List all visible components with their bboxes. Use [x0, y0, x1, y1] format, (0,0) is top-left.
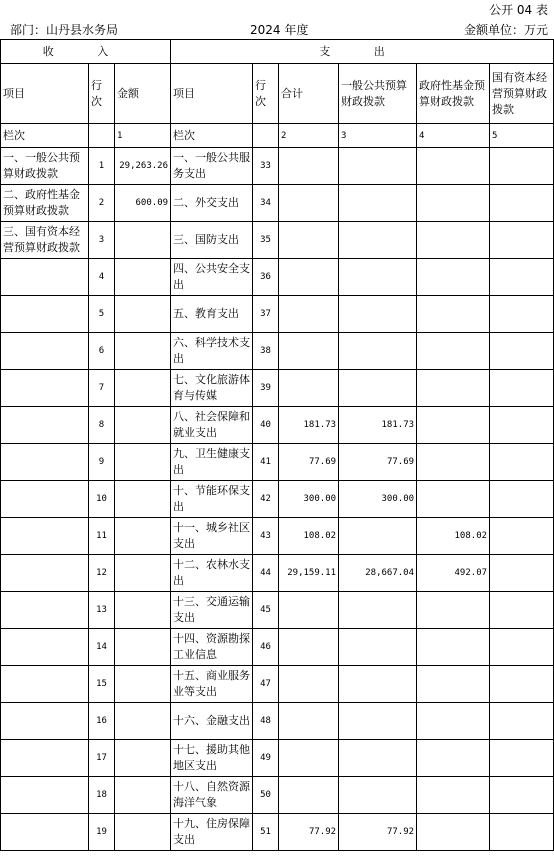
- general-budget-amount-cell: [339, 296, 417, 333]
- income-line-cell: 8: [89, 407, 115, 444]
- income-item-cell: [1, 555, 89, 592]
- income-amount-cell: [115, 777, 171, 814]
- income-item-cell: [1, 518, 89, 555]
- col-income-line: 行次: [89, 64, 115, 124]
- table-row: [1, 444, 554, 481]
- budget-table: [0, 39, 554, 851]
- general-budget-amount-cell: [339, 629, 417, 666]
- income-line-cell: 19: [89, 814, 115, 851]
- fund-budget-amount-cell: [417, 703, 490, 740]
- general-budget-amount-cell: [339, 370, 417, 407]
- table-row: [1, 555, 554, 592]
- expense-item-cell-text: 三、国防支出: [173, 233, 240, 246]
- expense-item-cell: [171, 333, 253, 370]
- income-amount-cell: [115, 444, 171, 481]
- col-index-blank: [89, 124, 115, 148]
- general-budget-amount-cell: 77.69: [339, 444, 417, 481]
- expense-item-cell: [171, 481, 253, 518]
- income-amount-cell: [115, 370, 171, 407]
- general-budget-amount-cell: [339, 148, 417, 185]
- income-item-cell: [1, 370, 89, 407]
- income-line-cell: 14: [89, 629, 115, 666]
- expense-item-cell-text: 十三、交通运输支出: [173, 595, 251, 624]
- total-amount-cell: [279, 333, 339, 370]
- expense-line-cell: 36: [253, 259, 279, 296]
- income-item-cell: [1, 481, 89, 518]
- table-row: [1, 148, 554, 185]
- income-amount-cell: [115, 407, 171, 444]
- amount-unit: 金额单位：万元: [463, 23, 548, 37]
- income-line-cell: 18: [89, 777, 115, 814]
- state-capital-amount-cell: [490, 444, 554, 481]
- income-line-cell: 3: [89, 222, 115, 259]
- form-code: 公开 04 表: [489, 3, 548, 17]
- fund-budget-amount-cell: [417, 666, 490, 703]
- table-row: [1, 296, 554, 333]
- income-line-cell: 5: [89, 296, 115, 333]
- expense-line-cell: 51: [253, 814, 279, 851]
- expense-line-cell: 43: [253, 518, 279, 555]
- general-budget-amount-cell: 28,667.04: [339, 555, 417, 592]
- expense-item-cell-text: 十一、城乡社区支出: [173, 521, 251, 550]
- table-row: [1, 333, 554, 370]
- state-capital-amount-cell: [490, 555, 554, 592]
- expense-line-cell: 50: [253, 777, 279, 814]
- state-capital-amount-cell: [490, 333, 554, 370]
- total-amount-cell: 77.92: [279, 814, 339, 851]
- expense-line-cell: 45: [253, 592, 279, 629]
- income-amount-cell: [115, 740, 171, 777]
- expense-item-cell: [171, 370, 253, 407]
- income-item-cell: [1, 259, 89, 296]
- income-line-cell: 6: [89, 333, 115, 370]
- fund-budget-amount-cell: [417, 296, 490, 333]
- total-amount-cell: 108.02: [279, 518, 339, 555]
- expense-item-cell: [171, 629, 253, 666]
- general-budget-amount-cell: [339, 666, 417, 703]
- table-row: [1, 629, 554, 666]
- income-line-cell: 12: [89, 555, 115, 592]
- income-item-cell: [1, 333, 89, 370]
- income-line-cell: 1: [89, 148, 115, 185]
- col-general-budget: 一般公共预算财政拨款: [339, 64, 417, 124]
- income-amount-cell: [115, 666, 171, 703]
- total-amount-cell: [279, 629, 339, 666]
- income-line-cell: 17: [89, 740, 115, 777]
- expense-item-cell: [171, 185, 253, 222]
- income-item-cell: [1, 444, 89, 481]
- expense-line-cell: 44: [253, 555, 279, 592]
- total-amount-cell: 181.73: [279, 407, 339, 444]
- state-capital-amount-cell: [490, 629, 554, 666]
- income-amount-cell: [115, 518, 171, 555]
- col-index-blank: [253, 124, 279, 148]
- income-amount-cell: 600.09: [115, 185, 171, 222]
- fiscal-year: 2024 年度: [250, 23, 309, 37]
- state-capital-amount-cell: [490, 740, 554, 777]
- expense-group-header: 支 出: [171, 40, 554, 64]
- state-capital-amount-cell: [490, 481, 554, 518]
- total-amount-cell: [279, 777, 339, 814]
- income-item-cell: [1, 185, 89, 222]
- fund-budget-amount-cell: [417, 333, 490, 370]
- total-amount-cell: 29,159.11: [279, 555, 339, 592]
- fund-budget-amount-cell: [417, 370, 490, 407]
- income-amount-cell: [115, 259, 171, 296]
- total-amount-cell: [279, 185, 339, 222]
- general-budget-amount-cell: [339, 259, 417, 296]
- general-budget-amount-cell: 300.00: [339, 481, 417, 518]
- total-amount-cell: [279, 592, 339, 629]
- table-row: [1, 666, 554, 703]
- expense-item-cell: [171, 555, 253, 592]
- table-row: [1, 703, 554, 740]
- state-capital-amount-cell: [490, 148, 554, 185]
- expense-item-cell: [171, 444, 253, 481]
- income-item-cell: [1, 407, 89, 444]
- fund-budget-amount-cell: [417, 222, 490, 259]
- table-row: [1, 370, 554, 407]
- state-capital-amount-cell: [490, 592, 554, 629]
- income-group-header: 收 入: [1, 40, 171, 64]
- general-budget-amount-cell: [339, 518, 417, 555]
- col-fund-budget: 政府性基金预算财政拨款: [417, 64, 490, 124]
- income-line-cell: 16: [89, 703, 115, 740]
- expense-item-cell-text: 十九、住房保障支出: [173, 817, 251, 846]
- col-expense-line: 行次: [253, 64, 279, 124]
- expense-item-cell: [171, 740, 253, 777]
- table-row: [1, 814, 554, 851]
- income-item-cell-text: 一、一般公共预算财政拨款: [3, 151, 80, 180]
- table-row: [1, 185, 554, 222]
- col-expense-item: 项目: [171, 64, 253, 124]
- expense-item-cell: [171, 148, 253, 185]
- col-index-general-budget: 3: [339, 124, 417, 148]
- expense-line-cell: 40: [253, 407, 279, 444]
- expense-line-cell: 49: [253, 740, 279, 777]
- expense-line-cell: 46: [253, 629, 279, 666]
- state-capital-amount-cell: [490, 222, 554, 259]
- col-index-income-amount: 1: [115, 124, 171, 148]
- fund-budget-amount-cell: 492.07: [417, 555, 490, 592]
- expense-item-cell: [171, 518, 253, 555]
- income-line-cell: 4: [89, 259, 115, 296]
- income-line-cell: 9: [89, 444, 115, 481]
- expense-item-cell-text: 十七、援助其他地区支出: [173, 743, 251, 772]
- expense-line-cell: 48: [253, 703, 279, 740]
- general-budget-amount-cell: [339, 185, 417, 222]
- fund-budget-amount-cell: [417, 629, 490, 666]
- col-index-fund-budget: 4: [417, 124, 490, 148]
- expense-item-cell-text: 十六、金融支出: [173, 714, 251, 727]
- income-amount-cell: [115, 814, 171, 851]
- table-row: [1, 592, 554, 629]
- income-amount-cell: [115, 629, 171, 666]
- col-state-capital-budget: 国有资本经营预算财政拨款: [490, 64, 554, 124]
- income-amount-cell: [115, 333, 171, 370]
- table-row: [1, 777, 554, 814]
- expense-line-cell: 38: [253, 333, 279, 370]
- expense-item-cell-text: 十八、自然资源海洋气象: [173, 780, 251, 809]
- total-amount-cell: [279, 222, 339, 259]
- col-income-amount: 金额: [115, 64, 171, 124]
- expense-item-cell-text: 十、节能环保支出: [173, 484, 251, 513]
- table-row: [1, 518, 554, 555]
- col-index-label: 栏次: [1, 124, 89, 148]
- income-amount-cell: [115, 481, 171, 518]
- fund-budget-amount-cell: [417, 777, 490, 814]
- income-amount-cell: [115, 703, 171, 740]
- income-item-cell: [1, 814, 89, 851]
- general-budget-amount-cell: 181.73: [339, 407, 417, 444]
- expense-item-cell: [171, 407, 253, 444]
- income-item-cell: [1, 777, 89, 814]
- total-amount-cell: [279, 703, 339, 740]
- expense-item-cell-text: 九、卫生健康支出: [173, 447, 251, 476]
- expense-line-cell: 39: [253, 370, 279, 407]
- col-index-total: 2: [279, 124, 339, 148]
- income-amount-cell: [115, 592, 171, 629]
- total-amount-cell: [279, 259, 339, 296]
- state-capital-amount-cell: [490, 814, 554, 851]
- expense-item-cell-text: 十四、资源勘探工业信息: [173, 632, 251, 661]
- income-amount-cell: [115, 555, 171, 592]
- table-row: [1, 407, 554, 444]
- total-amount-cell: [279, 740, 339, 777]
- fund-budget-amount-cell: [417, 185, 490, 222]
- column-index-row: [1, 124, 554, 148]
- total-amount-cell: [279, 296, 339, 333]
- state-capital-amount-cell: [490, 777, 554, 814]
- fund-budget-amount-cell: [417, 148, 490, 185]
- column-header-row: [1, 64, 554, 124]
- expense-item-cell: [171, 296, 253, 333]
- income-item-cell: [1, 666, 89, 703]
- fund-budget-amount-cell: [417, 259, 490, 296]
- income-item-cell: [1, 703, 89, 740]
- expense-item-cell-text: 八、社会保障和就业支出: [173, 410, 251, 439]
- col-total: 合计: [279, 64, 339, 124]
- expense-item-cell: [171, 814, 253, 851]
- income-item-cell: [1, 222, 89, 259]
- general-budget-amount-cell: [339, 740, 417, 777]
- general-budget-amount-cell: [339, 592, 417, 629]
- total-amount-cell: 77.69: [279, 444, 339, 481]
- income-line-cell: 11: [89, 518, 115, 555]
- expense-item-cell: [171, 703, 253, 740]
- total-amount-cell: [279, 148, 339, 185]
- state-capital-amount-cell: [490, 370, 554, 407]
- col-index-state-capital-budget: 5: [490, 124, 554, 148]
- col-index-expense-label: 栏次: [171, 124, 253, 148]
- fund-budget-amount-cell: [417, 481, 490, 518]
- general-budget-amount-cell: [339, 777, 417, 814]
- income-item-cell: [1, 740, 89, 777]
- state-capital-amount-cell: [490, 703, 554, 740]
- income-item-cell: [1, 592, 89, 629]
- state-capital-amount-cell: [490, 518, 554, 555]
- expense-item-cell-text: 十五、商业服务业等支出: [173, 669, 251, 698]
- fund-budget-amount-cell: [417, 814, 490, 851]
- general-budget-amount-cell: [339, 703, 417, 740]
- general-budget-amount-cell: 77.92: [339, 814, 417, 851]
- col-income-item: 项目: [1, 64, 89, 124]
- income-item-cell: [1, 629, 89, 666]
- fund-budget-amount-cell: [417, 740, 490, 777]
- fund-budget-amount-cell: [417, 592, 490, 629]
- fund-budget-amount-cell: [417, 444, 490, 481]
- income-amount-cell: [115, 222, 171, 259]
- expense-item-cell-text: 七、文化旅游体育与传媒: [173, 373, 251, 402]
- total-amount-cell: [279, 666, 339, 703]
- income-line-cell: 7: [89, 370, 115, 407]
- state-capital-amount-cell: [490, 185, 554, 222]
- expense-item-cell-text: 二、外交支出: [173, 196, 240, 209]
- table-row: [1, 481, 554, 518]
- income-item-cell-text: 二、政府性基金预算财政拨款: [3, 188, 80, 217]
- state-capital-amount-cell: [490, 407, 554, 444]
- group-header-row: [1, 40, 554, 64]
- expense-line-cell: 47: [253, 666, 279, 703]
- fund-budget-amount-cell: [417, 407, 490, 444]
- general-budget-amount-cell: [339, 222, 417, 259]
- table-row: [1, 259, 554, 296]
- expense-item-cell-text: 十二、农林水支出: [173, 558, 251, 587]
- table-row: [1, 740, 554, 777]
- expense-item-cell-text: 一、一般公共服务支出: [173, 151, 251, 180]
- expense-line-cell: 33: [253, 148, 279, 185]
- income-line-cell: 15: [89, 666, 115, 703]
- total-amount-cell: [279, 370, 339, 407]
- total-amount-cell: 300.00: [279, 481, 339, 518]
- expense-item-cell: [171, 777, 253, 814]
- income-amount-cell: [115, 296, 171, 333]
- expense-line-cell: 37: [253, 296, 279, 333]
- table-row: [1, 222, 554, 259]
- income-line-cell: 13: [89, 592, 115, 629]
- state-capital-amount-cell: [490, 259, 554, 296]
- department-label: 部门：山丹县水务局: [10, 23, 119, 37]
- expense-item-cell-text: 五、教育支出: [173, 307, 240, 320]
- state-capital-amount-cell: [490, 296, 554, 333]
- state-capital-amount-cell: [490, 666, 554, 703]
- expense-item-cell: [171, 259, 253, 296]
- income-item-cell: [1, 148, 89, 185]
- expense-item-cell-text: 六、科学技术支出: [173, 336, 251, 365]
- expense-line-cell: 42: [253, 481, 279, 518]
- expense-item-cell: [171, 592, 253, 629]
- income-line-cell: 2: [89, 185, 115, 222]
- expense-item-cell-text: 四、公共安全支出: [173, 262, 251, 291]
- fund-budget-amount-cell: 108.02: [417, 518, 490, 555]
- expense-item-cell: [171, 222, 253, 259]
- income-item-cell-text: 三、国有资本经营预算财政拨款: [3, 225, 80, 254]
- expense-line-cell: 41: [253, 444, 279, 481]
- income-amount-cell: 29,263.26: [115, 148, 171, 185]
- income-item-cell: [1, 296, 89, 333]
- general-budget-amount-cell: [339, 333, 417, 370]
- expense-item-cell: [171, 666, 253, 703]
- expense-line-cell: 34: [253, 185, 279, 222]
- income-line-cell: 10: [89, 481, 115, 518]
- expense-line-cell: 35: [253, 222, 279, 259]
